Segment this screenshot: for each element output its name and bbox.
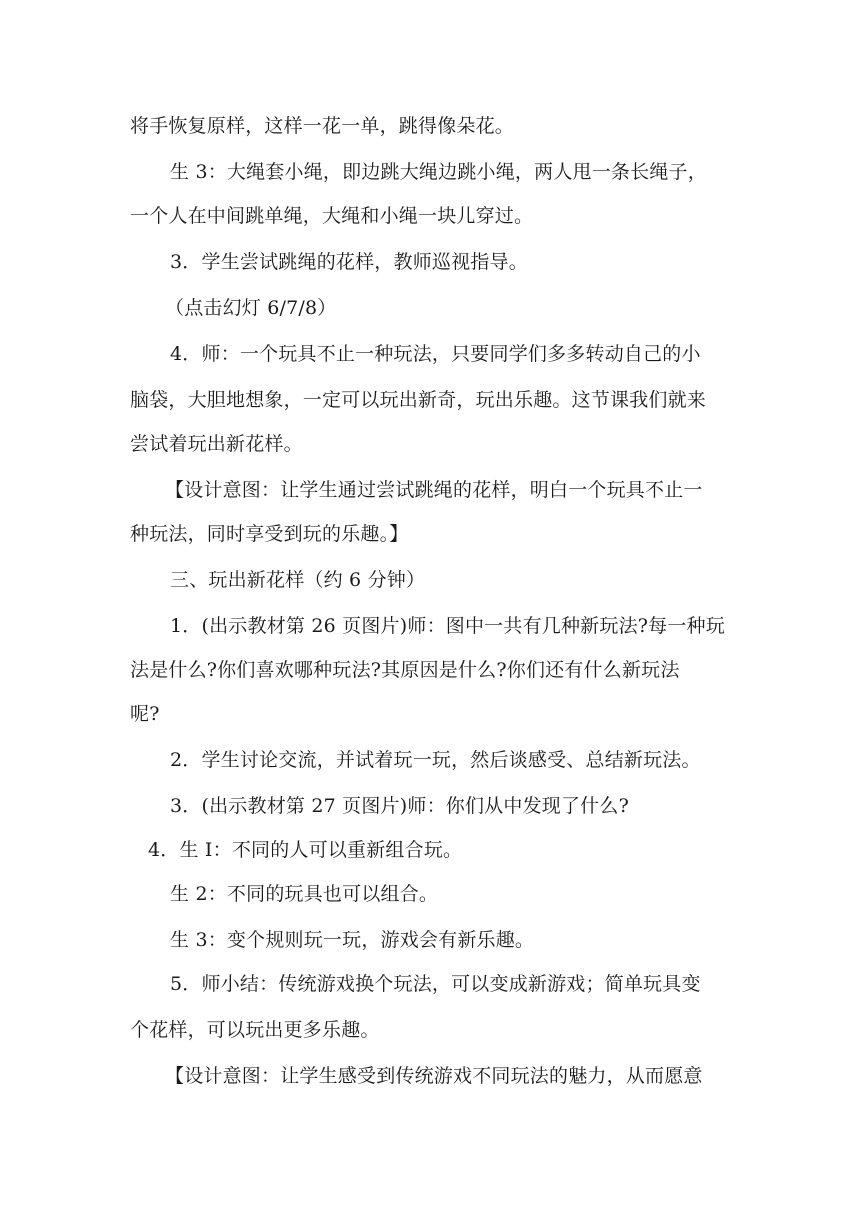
paragraph-line: 4．师：一个玩具不止一种玩法，只要同学们多多转动自己的小 (170, 343, 701, 365)
paragraph-line: 生 3：变个规则玩一玩，游戏会有新乐趣。 (170, 929, 535, 951)
paragraph-line: 1．(出示教材第 26 页图片)师：图中一共有几种新玩法?每一种玩 (170, 615, 725, 637)
paragraph-line: 4．生 I：不同的人可以重新组合玩。 (148, 839, 463, 861)
paragraph-line: 呢? (130, 703, 160, 725)
paragraph-line: 2．学生讨论交流，并试着玩一玩，然后谈感受、总结新玩法。 (170, 749, 701, 771)
paragraph-line: 脑袋，大胆地想象，一定可以玩出新奇，玩出乐趣。这节课我们就来 (130, 389, 707, 411)
paragraph-line: 个花样，可以玩出更多乐趣。 (130, 1019, 380, 1041)
paragraph-line: 5．师小结：传统游戏换个玩法，可以变成新游戏；简单玩具变 (170, 973, 701, 995)
paragraph-line: 生 2：不同的玩具也可以组合。 (170, 883, 439, 905)
paragraph-line: 3．学生尝试跳绳的花样，教师巡视指导。 (170, 251, 528, 273)
paragraph-line: 生 3：大绳套小绳，即边跳大绳边跳小绳，两人甩一条长绳子， (170, 161, 707, 183)
design-intent-line: 种玩法，同时享受到玩的乐趣。】 (130, 523, 409, 545)
design-intent-line: 【设计意图：让学生感受到传统游戏不同玩法的魅力，从而愿意 (165, 1065, 703, 1087)
paragraph-line: 3．(出示教材第 27 页图片)师：你们从中发现了什么? (170, 795, 629, 817)
paragraph-line: 法是什么?你们喜欢哪种玩法?其原因是什么?你们还有什么新玩法 (130, 659, 680, 681)
paragraph-line: 尝试着玩出新花样。 (130, 433, 303, 455)
paragraph-line: （点击幻灯 6/7/8） (165, 297, 337, 319)
design-intent-line: 【设计意图：让学生通过尝试跳绳的花样，明白一个玩具不止一 (165, 479, 703, 501)
paragraph-line: 将手恢复原样，这样一花一单，跳得像朵花。 (130, 115, 515, 137)
section-heading: 三、玩出新花样（约 6 分钟） (170, 569, 426, 591)
paragraph-line: 一个人在中间跳单绳，大绳和小绳一块儿穿过。 (130, 205, 534, 227)
